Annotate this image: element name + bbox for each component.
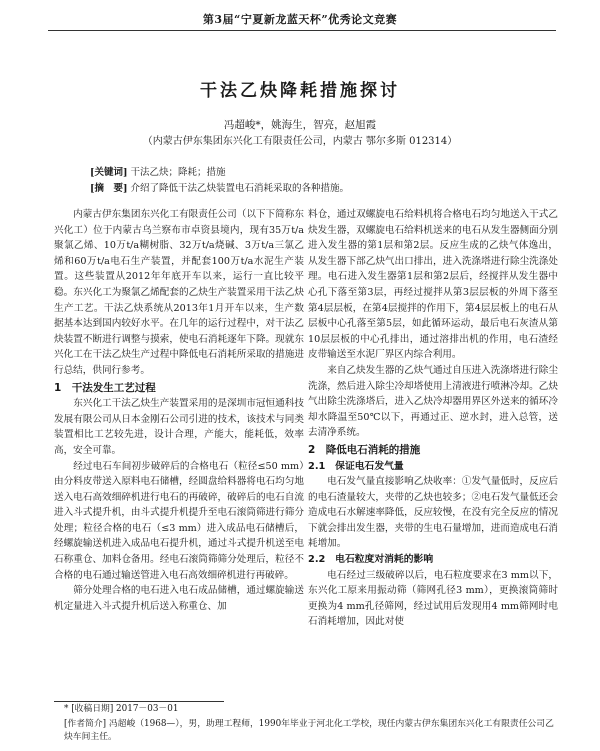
paragraph: 内蒙古伊东集团东兴化工有限责任公司（以下下简称东兴化工）位于内蒙古乌兰察布市卓资县境内，现有35万t/a聚氯乙烯、10万t/a糊树脂、32万t/a烧碱、3万t/a三氯乙烯和60万t/a电石生产装置，并配套100万t/a水泥生产装置。这些装置从2012年年底开车以来，运行一直比较平稳。东兴化工为聚氯乙烯配套的乙炔生产装置采用干法乙炔生产工艺。干法乙炔系统从2013年1月开车以来，生产数据基本达到国内较好水平。在几年的运行过程中，对干法乙炔装置不断进行调整与摸索，使电石消耗逐年下降。现就东兴化工在干法乙炔生产过程中降低电石消耗所采取的措施进行总结，供同行参考。 — [54, 209, 304, 376]
paragraph: 料仓，通过双螺旋电石给料机将合格电石均匀地送入干式乙炔发生器，双螺旋电石给料机送来的电石从发生器侧面分别进入发生器的第1层和第2层。反应生成的乙炔气体逸出，从发生器下部乙炔气出口排出，进入洗涤塔进行除尘洗涤处理。电石进入发生器第1层和第2层后，经搅拌从发生器中心孔下落至第3层，再经过搅拌从第3层层板的外周下落至第4层层板，在第4层搅拌的作用下，第4层层板上的电石从层板中心孔落至第5层，如此循环运动，最后电石灰渣从第10层层板的中心孔排出，通过溶排出机的作用，电石渣经皮带输送至水泥厂界区内综合利用。 — [308, 209, 558, 361]
footnote-author: [作者简介] 冯超峻（1968—），男，助理工程师，1990年毕业于河北化工学校，现任内蒙古伊东集团东兴化工有限责任公司乙炔车间主任。 — [64, 719, 554, 742]
section-heading: 1 干法发生工艺过程 — [54, 381, 156, 394]
abstract-text: 介绍了降低干法乙炔装置电石消耗采取的各种措施。 — [130, 183, 350, 194]
paragraph: 来自乙炔发生器的乙炔气通过自压进入洗涤塔进行除尘洗涤，然后进入除尘冷却塔使用上清液进行喷淋冷却。乙炔气出除尘洗涤塔后，进入乙炔冷却器用界区外送来的循环冷却水降温至50℃以下，再通过正、逆水封，进入总管，送去清净系统。 — [308, 364, 558, 439]
keywords-label: [关键词] — [90, 167, 128, 178]
paragraph: 电石经过三级破碎以后，电石粒度要求在3 mm以下，东兴化工原来用振动筛（筛网孔径3 mm），更换滚筒筛时更换为4 mm孔径筛网，经过试用后发现用4 mm筛网时电石消耗增加，因此对使 — [308, 569, 558, 628]
affiliation: （内蒙古伊东集团东兴化工有限责任公司，内蒙古 鄂尔多斯 012314） — [142, 136, 458, 147]
keywords-line — [90, 164, 226, 178]
paragraph: 电石发气量直接影响乙炔收率：①发气量低时，反应后的电石渣量较大，夹带的乙炔也较多；②电石发气量低还会造成电石水解速率降低，反应较慢，在没有完全反应的情况下就会排出发生器，夹带的生电石量增加，进而造成电石消耗增加。 — [308, 476, 558, 550]
subsection-heading: 2.1 保证电石发气量 — [308, 460, 404, 472]
keywords-text: 干法乙炔；降耗；措施 — [130, 167, 226, 178]
authors: 冯超峻*，姚海生，智亮，赵旭霞 — [223, 119, 377, 131]
paper-title: 干法乙炔降耗措施探讨 — [200, 81, 400, 101]
paragraph: 筛分处理合格的电石进入电石成品储槽，通过螺旋输送机定量进入斗式提升机后送入称重仓、加 — [54, 585, 304, 612]
body-column-right — [308, 207, 558, 630]
header-rule — [48, 30, 556, 31]
paragraph: 东兴化工干法乙炔生产装置采用的是深圳市冠恒通科技发展有限公司从日本金刚石公司引进的技术，该技术与同类装置相比工艺较先进，设计合理，产能大，能耗低，效率高，安全可靠。 — [54, 398, 304, 456]
abstract-label: [摘 要] — [90, 183, 128, 194]
footnote-received: * [收稿日期] 2017－03－01 — [64, 704, 179, 714]
journal-header — [0, 0, 600, 42]
abstract-line — [90, 180, 349, 194]
subsection-heading: 2.2 电石粒度对消耗的影响 — [308, 554, 434, 566]
section-heading: 2 降低电石消耗的措施 — [308, 443, 421, 456]
footnote-rule — [54, 701, 224, 702]
body-column-left — [54, 207, 304, 614]
paragraph: 经过电石车间初步破碎后的合格电石（粒径≤50 mm）由分料皮带送入原料电石储槽，经圆盘给料器将电石均匀地送入电石高效细碎机进行电石的再破碎，破碎后的电石自流进入斗式提升机，由斗式提升机提升至电石滚筒筛进行筛分处理；粒径合格的电石（≤3 mm）进入成品电石储槽后，经螺旋输送机进入成品电石提升机，通过斗式提升机送至电石称重仓、加料仓备用。经电石滚筒筛筛分处理后，粒径不合格的电石通过输送管进入电石高效细碎机进行再破碎。 — [54, 460, 304, 581]
journal-header-text: 第3届“宁夏新龙蓝天杯”优秀论文竞赛 — [202, 13, 398, 26]
